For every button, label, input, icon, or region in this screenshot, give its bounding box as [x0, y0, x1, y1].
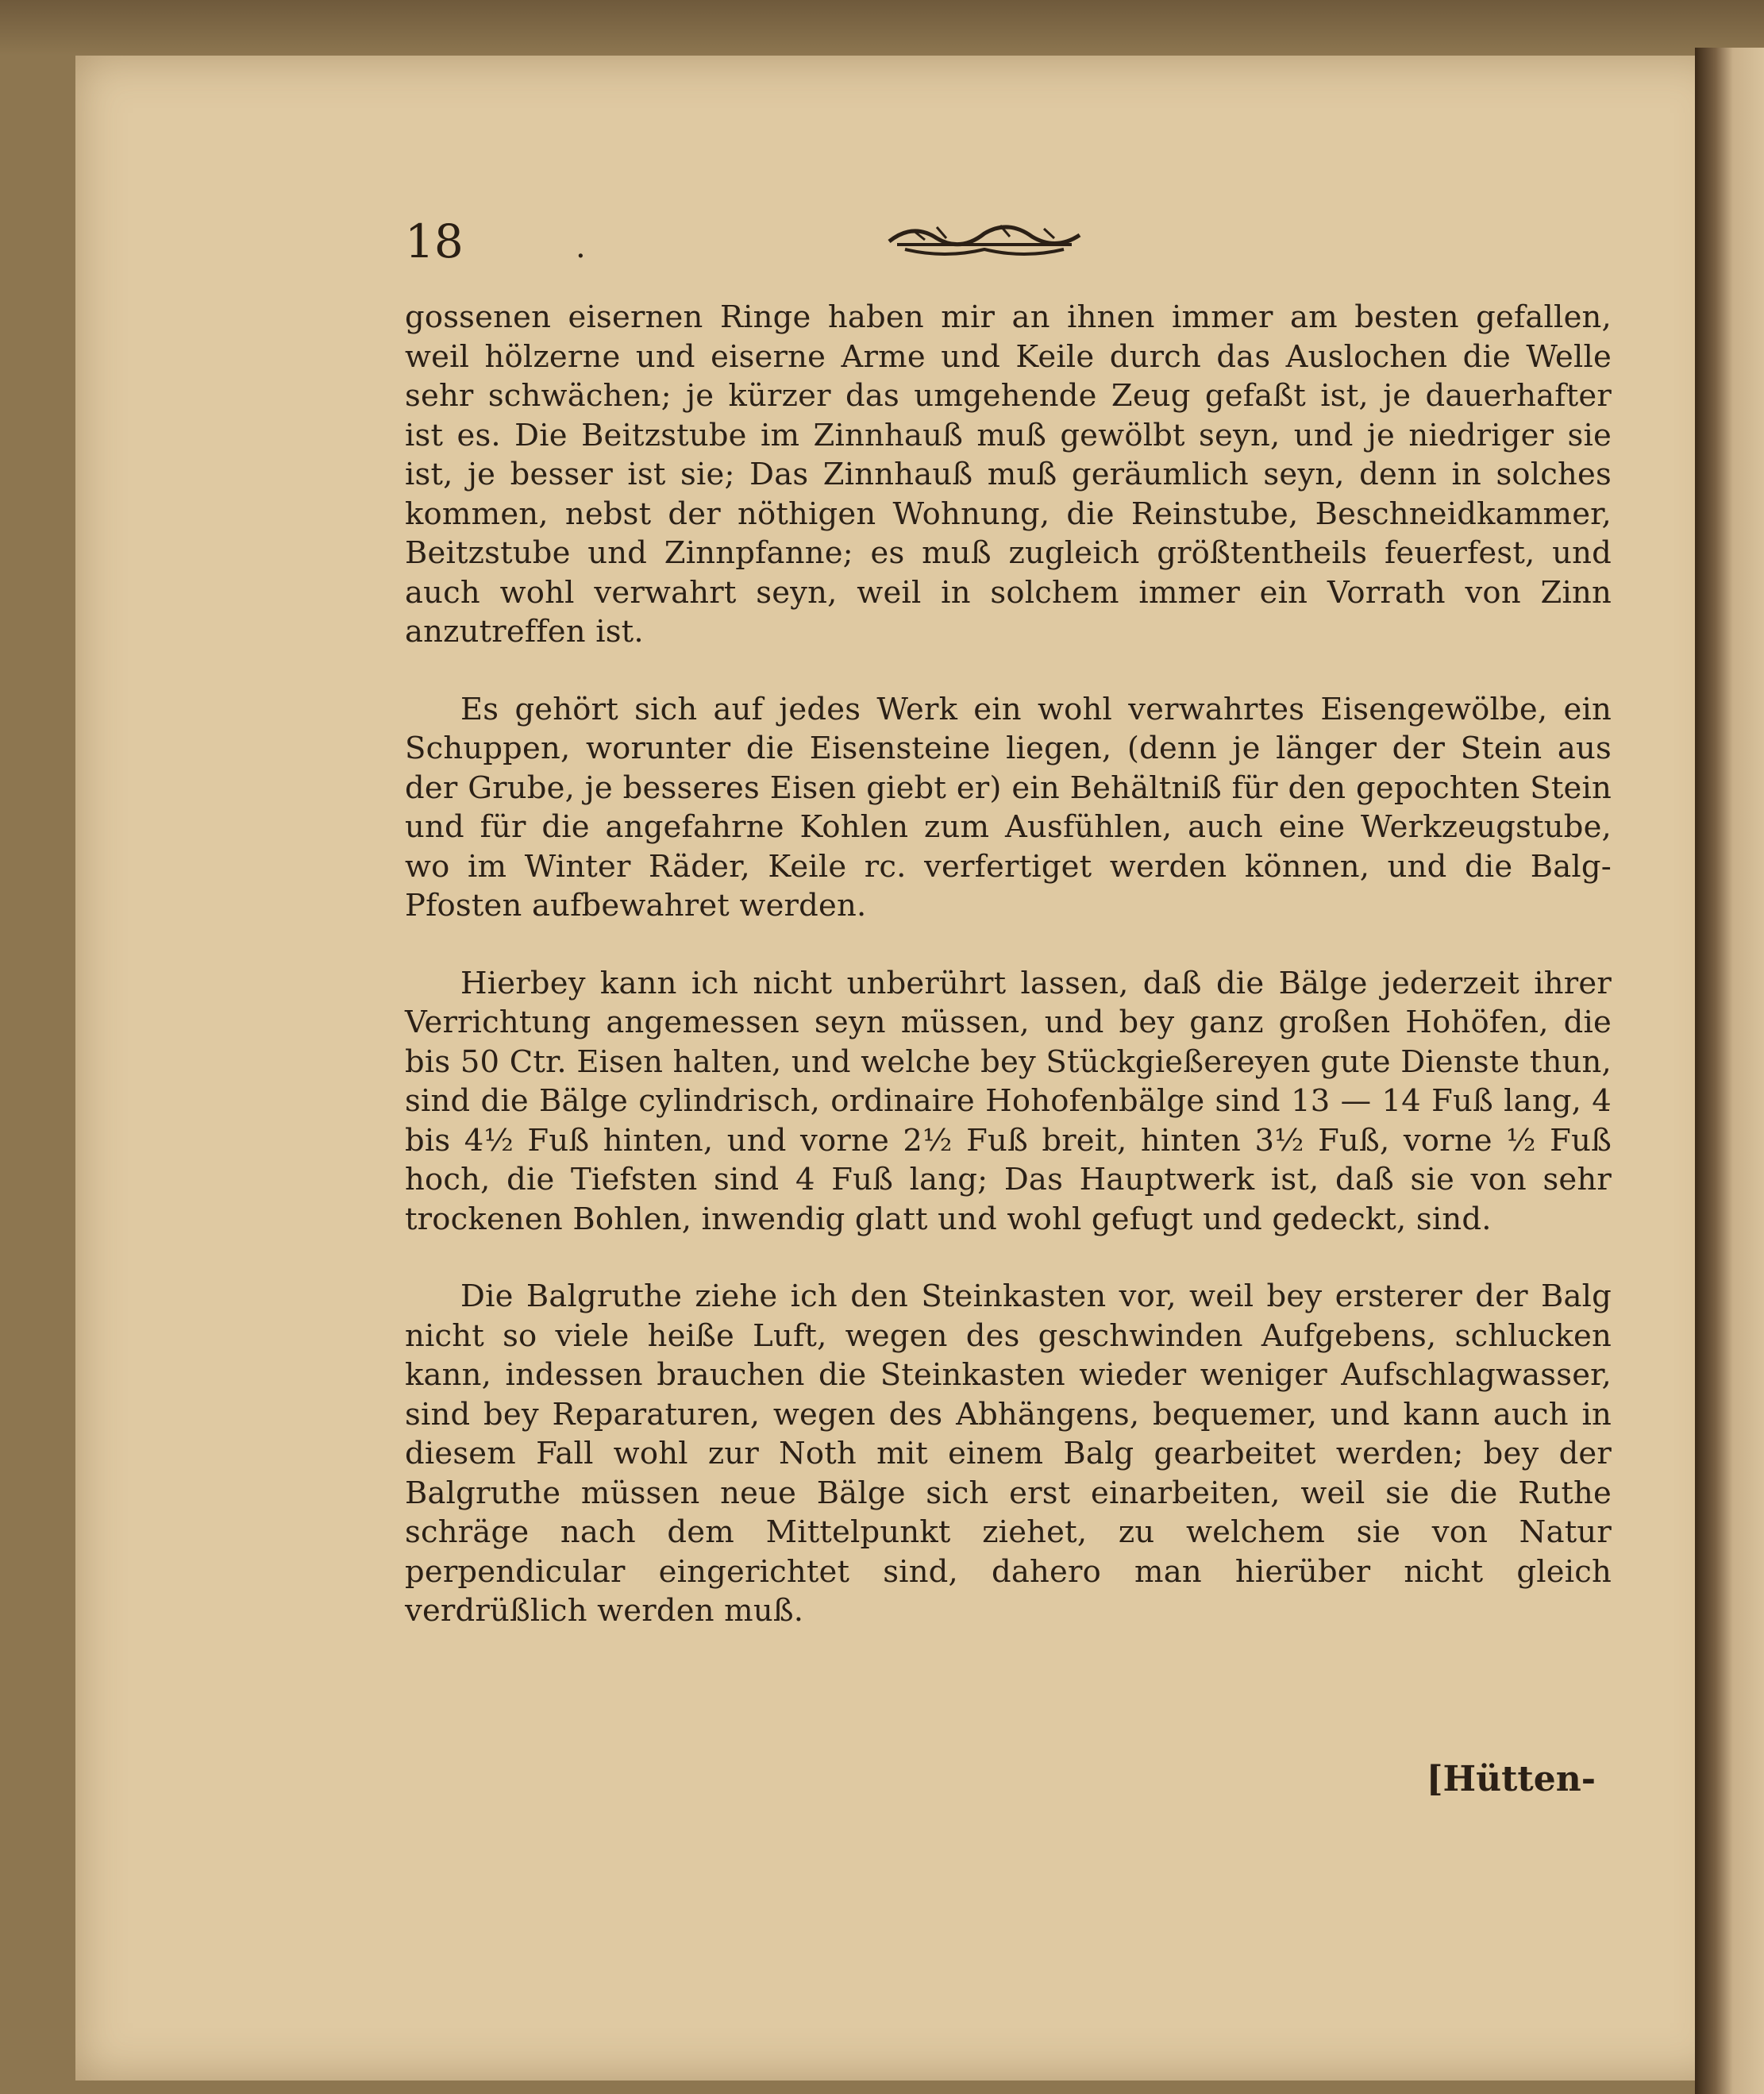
paragraph-2: Es gehört sich auf jedes Werk ein wohl verwahrtes Eisengewölbe, ein Schuppen, worunter die Eisensteine liegen, (denn je länger der Stein aus der Grube, je besseres Eisen giebt er) ein Behältniß für den gepochten Stein und für die angefahrne Kohlen zum Ausfühlen, auch eine Werkzeugstube, wo im Winter Räder, Keile rc. verfertiget werden können, und die Balg-Pfosten aufbewahret werden. [405, 691, 1612, 924]
body-text [405, 298, 1612, 1669]
decorative-ornament-icon [881, 214, 1088, 262]
page-header [405, 214, 1612, 278]
page-number: 18 [405, 214, 464, 268]
catchword: [Hütten- [1426, 1759, 1596, 1799]
book-spine-edge [1695, 48, 1764, 2094]
paragraph-4: Die Balgruthe ziehe ich den Steinkasten vor, weil bey ersterer der Balg nicht so viele heiße Luft, wegen des geschwinden Aufgebens, schlucken kann, indessen brauchen die Steinkasten wieder weniger Aufschlagwasser, sind bey Reparaturen, wegen des Abhängens, bequemer, und kann auch in diesem Fall wohl zur Noth mit einem Balg gearbeitet werden; bey der Balgruthe müssen neue Bälge sich erst einarbeiten, weil sie die Ruthe schräge nach dem Mittelpunkt ziehet, zu welchem sie von Natur perpendicular eingerichtet sind, dahero man hierüber nicht gleich verdrüßlich werden muß. [405, 1278, 1612, 1629]
paragraph-1: gossenen eisernen Ringe haben mir an ihnen immer am besten gefallen, weil hölzerne und eiserne Arme und Keile durch das Auslochen die Welle sehr schwächen; je kürzer das umgehende Zeug gefaßt ist, je dauerhafter ist es. Die Beitzstube im Zinnhauß muß gewölbt seyn, und je niedriger sie ist, je besser ist sie; Das Zinnhauß muß geräumlich seyn, denn in solches kommen, nebst der nöthigen Wohnung, die Reinstube, Beschneidkammer, Beitzstube und Zinnpfanne; es muß zugleich größtentheils feuerfest, und auch wohl verwahrt seyn, weil in solchem immer ein Vorrath von Zinn anzutreffen ist. [405, 299, 1612, 650]
header-dot: . [576, 229, 586, 265]
scan-background-top [0, 0, 1764, 56]
paragraph-3: Hierbey kann ich nicht unberührt lassen, daß die Bälge jederzeit ihrer Verrichtung angemessen seyn müssen, und bey ganz großen Hohöfen, die bis 50 Ctr. Eisen halten, und welche bey Stückgießereyen gute Dienste thun, sind die Bälge cylindrisch, ordinaire Hohofenbälge sind 13 — 14 Fuß lang, 4 bis 4½ Fuß hinten, und vorne 2½ Fuß breit, hinten 3½ Fuß, vorne ½ Fuß hoch, die Tiefsten sind 4 Fuß lang; Das Hauptwerk ist, daß sie von sehr trockenen Bohlen, inwendig glatt und wohl gefugt und gedeckt, sind. [405, 965, 1612, 1237]
